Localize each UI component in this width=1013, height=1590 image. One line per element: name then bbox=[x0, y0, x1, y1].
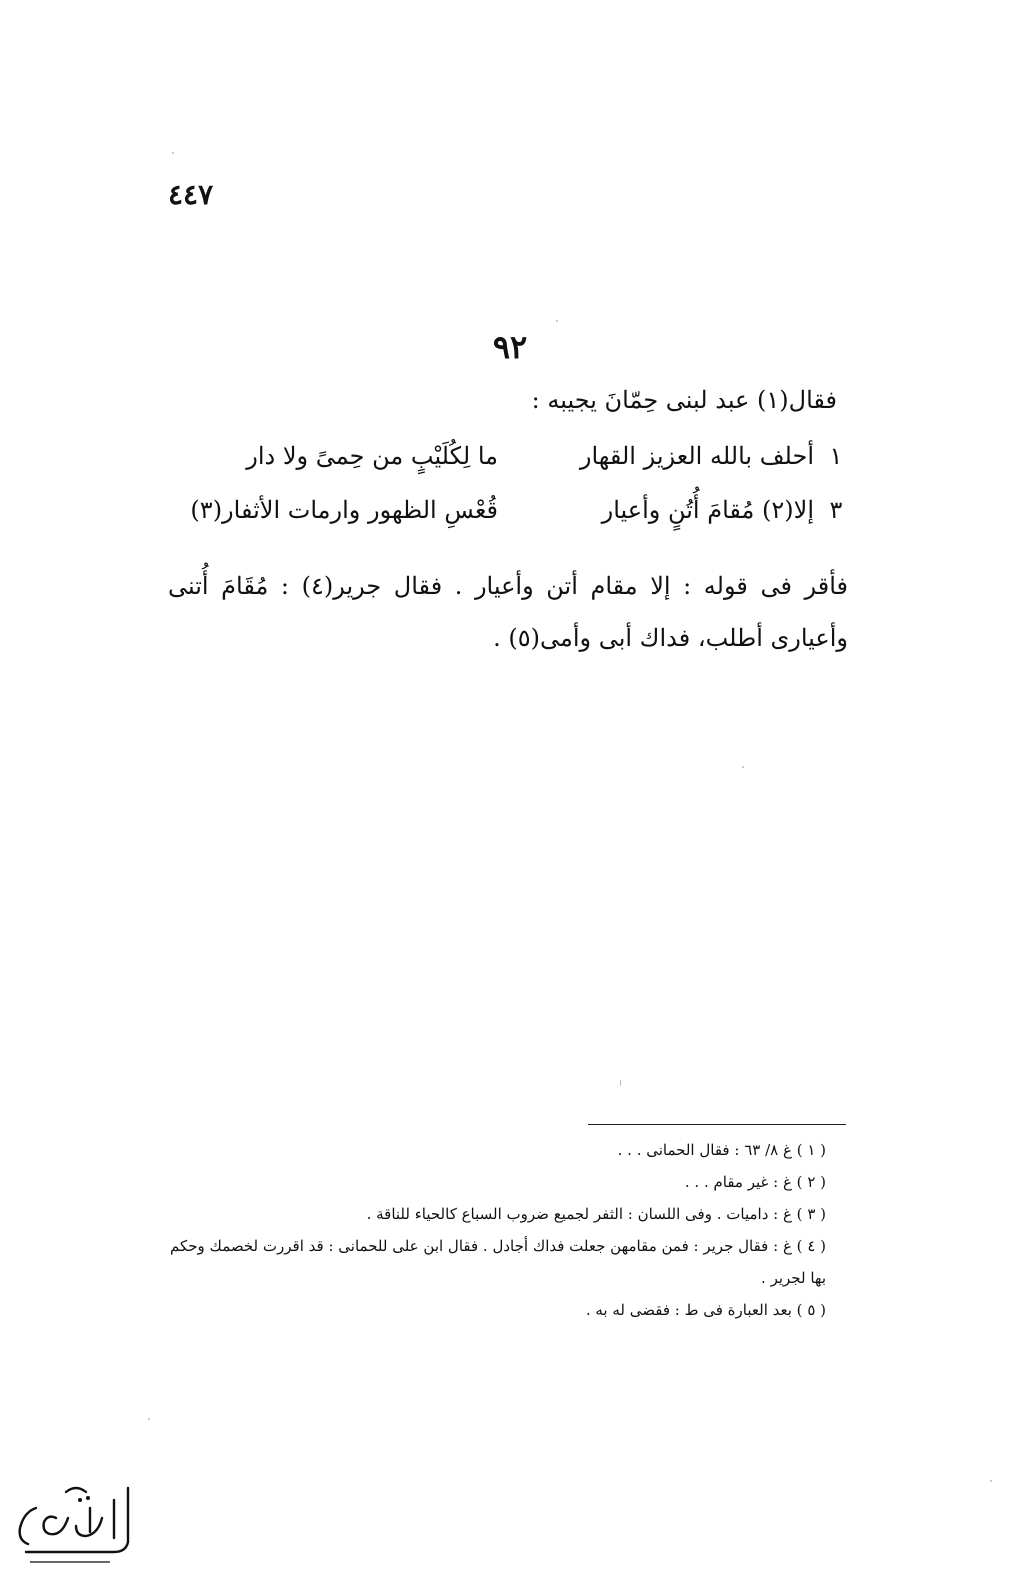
verse-line bbox=[168, 442, 848, 482]
footnote: ( ٤ ) غ : فقال جرير : فمن مقامهن جعلت فداك أجادل . فقال ابن على للحمانى : قد اقررت لخصمك وحكم بها لجرير . bbox=[170, 1237, 827, 1287]
footnotes bbox=[170, 1134, 826, 1326]
verse-second-hemistich: قُعْسِ الظهور وارمات الأثفار(٣) bbox=[190, 496, 498, 524]
footnote: ( ٢ ) غ : غير مقام . . . bbox=[684, 1173, 826, 1191]
footnote-divider bbox=[588, 1124, 846, 1125]
verse-line bbox=[168, 496, 848, 536]
page-number: ٤٤٧ bbox=[168, 178, 214, 211]
intro-line: فقال(١) عبد لبنى حِمّانَ يجيبه : bbox=[531, 386, 837, 414]
prose-paragraph: فأقر فى قوله : إلا مقام أتن وأعيار . فقال جرير(٤) : مُقَامَ أُتنى وأعيارى أطلب، فداك أبى وأمى(٥) . bbox=[168, 572, 848, 652]
verse-second-hemistich: ما لِكُلَيْبٍ من حِمىً ولا دار bbox=[246, 442, 498, 470]
verse-number: ١ bbox=[829, 442, 843, 470]
verse-first-hemistich: أحلف بالله العزيز القهار bbox=[579, 442, 814, 470]
verse-first-hemistich: إلا(٢) مُقامَ أُتُنٍ وأعيار bbox=[601, 496, 814, 524]
calligraphy-stamp-logo bbox=[6, 1478, 140, 1570]
footnote: ( ٣ ) غ : داميات . وفى اللسان : الثفر لجميع ضروب السباع كالحياء للناقة . bbox=[366, 1205, 826, 1223]
poem-number: ٩٢ bbox=[492, 328, 528, 366]
footnote: ( ١ ) غ ٨/ ٦٣ : فقال الحمانى . . . bbox=[617, 1141, 826, 1159]
verse-number: ٣ bbox=[829, 496, 843, 524]
footnote: ( ٥ ) بعد العبارة فى ط : فقضى له به . bbox=[585, 1301, 826, 1319]
